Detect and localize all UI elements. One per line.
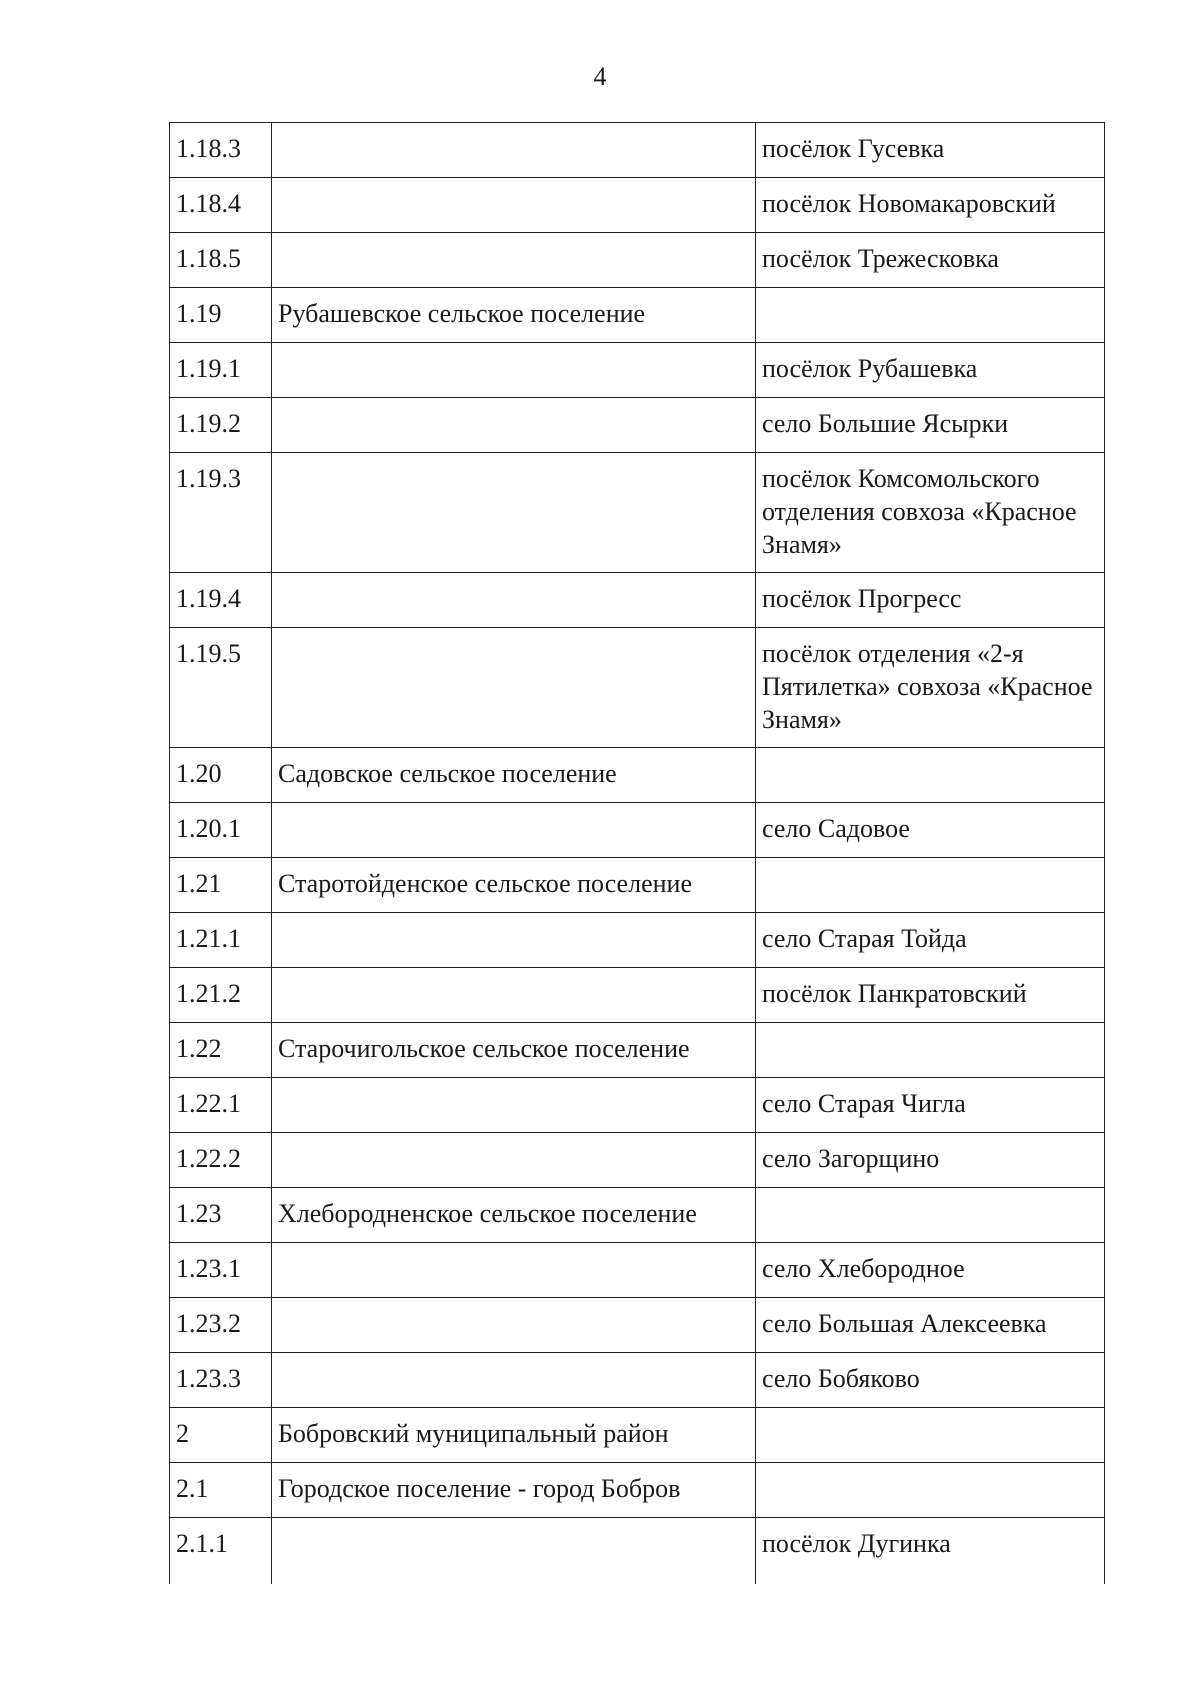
settlement-unit-cell [272,123,756,178]
locality-cell: село Старая Тойда [756,913,1105,968]
settlement-unit-cell: Старотойденское сельское поселение [272,858,756,913]
row-number-cell: 1.19 [170,288,272,343]
row-number-cell: 1.20 [170,748,272,803]
row-number-cell: 1.19.3 [170,453,272,573]
locality-cell: село Садовое [756,803,1105,858]
row-number-cell: 1.21.2 [170,968,272,1023]
table-row [170,233,1105,288]
settlement-unit-cell [272,1078,756,1133]
settlement-unit-cell [272,1518,756,1585]
settlement-unit-cell [272,968,756,1023]
row-number-cell: 2 [170,1408,272,1463]
row-number-cell: 1.22 [170,1023,272,1078]
settlement-unit-cell [272,398,756,453]
settlement-unit-cell [272,1353,756,1408]
locality-cell: село Большая Алексеевка [756,1298,1105,1353]
row-number-cell: 1.18.3 [170,123,272,178]
table-row [170,858,1105,913]
table-row [170,288,1105,343]
settlement-unit-cell [272,1243,756,1298]
locality-cell: посёлок Комсомольского отделения совхоза «Красное Знамя» [756,453,1105,573]
table-row [170,1353,1105,1408]
locality-cell: посёлок Дугинка [756,1518,1105,1585]
settlement-unit-cell [272,1133,756,1188]
settlement-unit-cell [272,178,756,233]
settlement-unit-cell [272,343,756,398]
row-number-cell: 1.23.2 [170,1298,272,1353]
locality-cell: посёлок Новомакаровский [756,178,1105,233]
table-row [170,1408,1105,1463]
row-number-cell: 1.23.1 [170,1243,272,1298]
locality-cell: село Большие Ясырки [756,398,1105,453]
locality-cell [756,1188,1105,1243]
row-number-cell: 1.21.1 [170,913,272,968]
locality-cell [756,1023,1105,1078]
row-number-cell: 1.22.2 [170,1133,272,1188]
settlement-unit-cell: Хлебородненское сельское поселение [272,1188,756,1243]
row-number-cell: 1.21 [170,858,272,913]
locality-cell: село Старая Чигла [756,1078,1105,1133]
table-row [170,803,1105,858]
table-row [170,968,1105,1023]
settlement-unit-cell: Старочигольское сельское поселение [272,1023,756,1078]
table-row [170,453,1105,573]
table-row [170,628,1105,748]
locality-cell: посёлок Панкратовский [756,968,1105,1023]
locality-cell: село Хлебородное [756,1243,1105,1298]
locality-cell: посёлок Рубашевка [756,343,1105,398]
row-number-cell: 1.19.4 [170,573,272,628]
settlements-table [169,122,1105,1584]
settlement-unit-cell [272,913,756,968]
settlement-unit-cell: Рубашевское сельское поселение [272,288,756,343]
settlement-unit-cell [272,233,756,288]
row-number-cell: 2.1 [170,1463,272,1518]
table-row [170,1078,1105,1133]
table-row [170,913,1105,968]
table-row [170,1188,1105,1243]
table-row [170,1243,1105,1298]
locality-cell: село Загорщино [756,1133,1105,1188]
locality-cell [756,858,1105,913]
row-number-cell: 2.1.1 [170,1518,272,1585]
table-row [170,573,1105,628]
row-number-cell: 1.19.5 [170,628,272,748]
row-number-cell: 1.20.1 [170,803,272,858]
row-number-cell: 1.19.2 [170,398,272,453]
row-number-cell: 1.22.1 [170,1078,272,1133]
table-row [170,1463,1105,1518]
locality-cell: посёлок Гусевка [756,123,1105,178]
row-number-cell: 1.23 [170,1188,272,1243]
locality-cell: посёлок Прогресс [756,573,1105,628]
table-row [170,1518,1105,1585]
table-row [170,123,1105,178]
settlement-unit-cell [272,1298,756,1353]
settlements-table-body [170,123,1105,1585]
row-number-cell: 1.18.4 [170,178,272,233]
locality-cell [756,288,1105,343]
settlement-unit-cell [272,573,756,628]
table-row [170,398,1105,453]
row-number-cell: 1.23.3 [170,1353,272,1408]
table-row [170,748,1105,803]
settlement-unit-cell: Садовское сельское поселение [272,748,756,803]
settlement-unit-cell [272,803,756,858]
table-row [170,178,1105,233]
row-number-cell: 1.18.5 [170,233,272,288]
settlement-unit-cell [272,628,756,748]
locality-cell: посёлок Трежесковка [756,233,1105,288]
locality-cell: село Бобяково [756,1353,1105,1408]
table-row [170,1133,1105,1188]
locality-cell: посёлок отделения «2-я Пятилетка» совхоза «Красное Знамя» [756,628,1105,748]
table-row [170,1298,1105,1353]
locality-cell [756,1463,1105,1518]
locality-cell [756,748,1105,803]
locality-cell [756,1408,1105,1463]
settlement-unit-cell: Бобровский муниципальный район [272,1408,756,1463]
table-row [170,343,1105,398]
page-number: 4 [593,62,607,91]
table-row [170,1023,1105,1078]
settlement-unit-cell: Городское поселение - город Бобров [272,1463,756,1518]
row-number-cell: 1.19.1 [170,343,272,398]
settlement-unit-cell [272,453,756,573]
